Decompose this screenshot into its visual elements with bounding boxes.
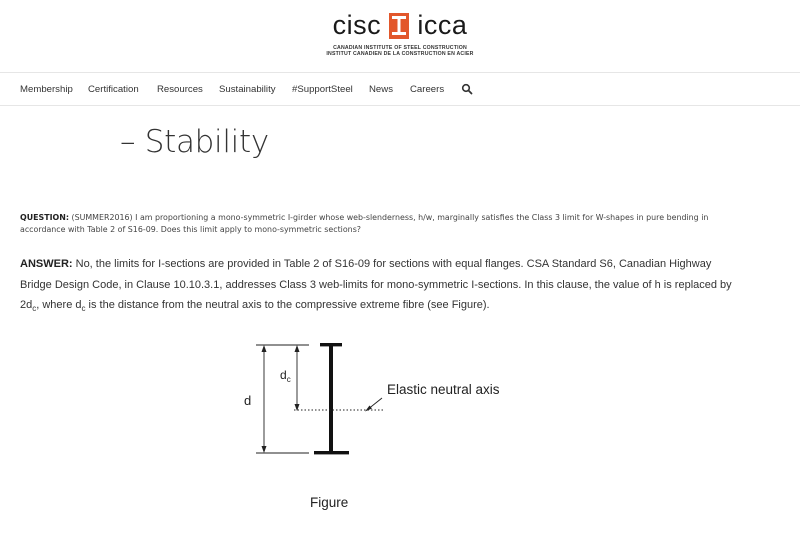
- question-paragraph: [20, 212, 720, 236]
- logo-word-left: cisc: [332, 10, 382, 40]
- label-d: d: [244, 393, 252, 408]
- label-dc: $d_c$: [280, 368, 291, 384]
- answer-text-2: , where d: [36, 299, 82, 311]
- label-elastic-neutral-axis: Elastic neutral axis: [387, 382, 500, 397]
- question-text: (SUMMER2016) I am proportioning a mono-symmetric I-girder whose web-slenderness, h/w, marginally satisfies the Class 3 limit for W-shapes in pure bending in accordance with Table 2 of S16-09. Does this limit apply to mono-symmetric sections?: [20, 213, 709, 234]
- nav-item-membership[interactable]: Membership: [20, 84, 73, 95]
- nav-item-news[interactable]: News: [369, 84, 393, 95]
- dimension-d-arrow-bottom: [262, 446, 267, 453]
- steel-i-beam-icon: [389, 13, 409, 39]
- answer-subscript-1: c: [32, 304, 37, 314]
- nav-item-sustainability[interactable]: Sustainability: [219, 84, 276, 95]
- cisc-icca-logo[interactable]: [300, 8, 500, 58]
- logo-word-right: icca: [417, 10, 468, 40]
- answer-text-1: No, the limits for I-sections are provided in Table 2 of S16-09 for sections with equal flanges. CSA Standard S6, Canadian Highway Bridge Design Code, in Clause 10.10.3.1, addresses Class 3 web-limits for mono-symmetric I-sections. In this clause, the value of h is replaced by 2d: [20, 258, 732, 311]
- neutral-axis-figure: [236, 338, 536, 518]
- search-icon[interactable]: [461, 83, 473, 95]
- nav-item-resources[interactable]: Resources: [157, 84, 203, 95]
- i-section-bottom-flange: [314, 451, 349, 454]
- answer-paragraph: [20, 254, 736, 316]
- nav-item-supportsteel[interactable]: #SupportSteel: [292, 84, 353, 95]
- nav-item-certification[interactable]: Certification: [88, 84, 139, 95]
- answer-text-3: is the distance from the neutral axis to the compressive extreme fibre (see Figure).: [85, 299, 490, 311]
- i-section-top-flange: [320, 343, 342, 346]
- question-label: QUESTION:: [20, 213, 69, 222]
- logo-wordmark: [300, 10, 500, 41]
- main-nav: [0, 73, 800, 106]
- site-header: [0, 0, 800, 73]
- page-title: – Stability: [120, 124, 269, 160]
- i-section-web: [329, 346, 333, 451]
- dimension-d-arrow-top: [262, 345, 267, 352]
- nav-item-careers[interactable]: Careers: [410, 84, 445, 95]
- logo-subtitle-en: CANADIAN INSTITUTE OF STEEL CONSTRUCTION: [333, 45, 467, 51]
- logo-subtitle-fr: INSTITUT CANADIEN DE LA CONSTRUCTION EN ACIER: [326, 51, 474, 57]
- figure-caption: Figure: [310, 495, 349, 510]
- dimension-dc-arrow-top: [295, 345, 300, 352]
- answer-subscript-2: c: [81, 304, 86, 314]
- answer-label: ANSWER:: [20, 258, 73, 270]
